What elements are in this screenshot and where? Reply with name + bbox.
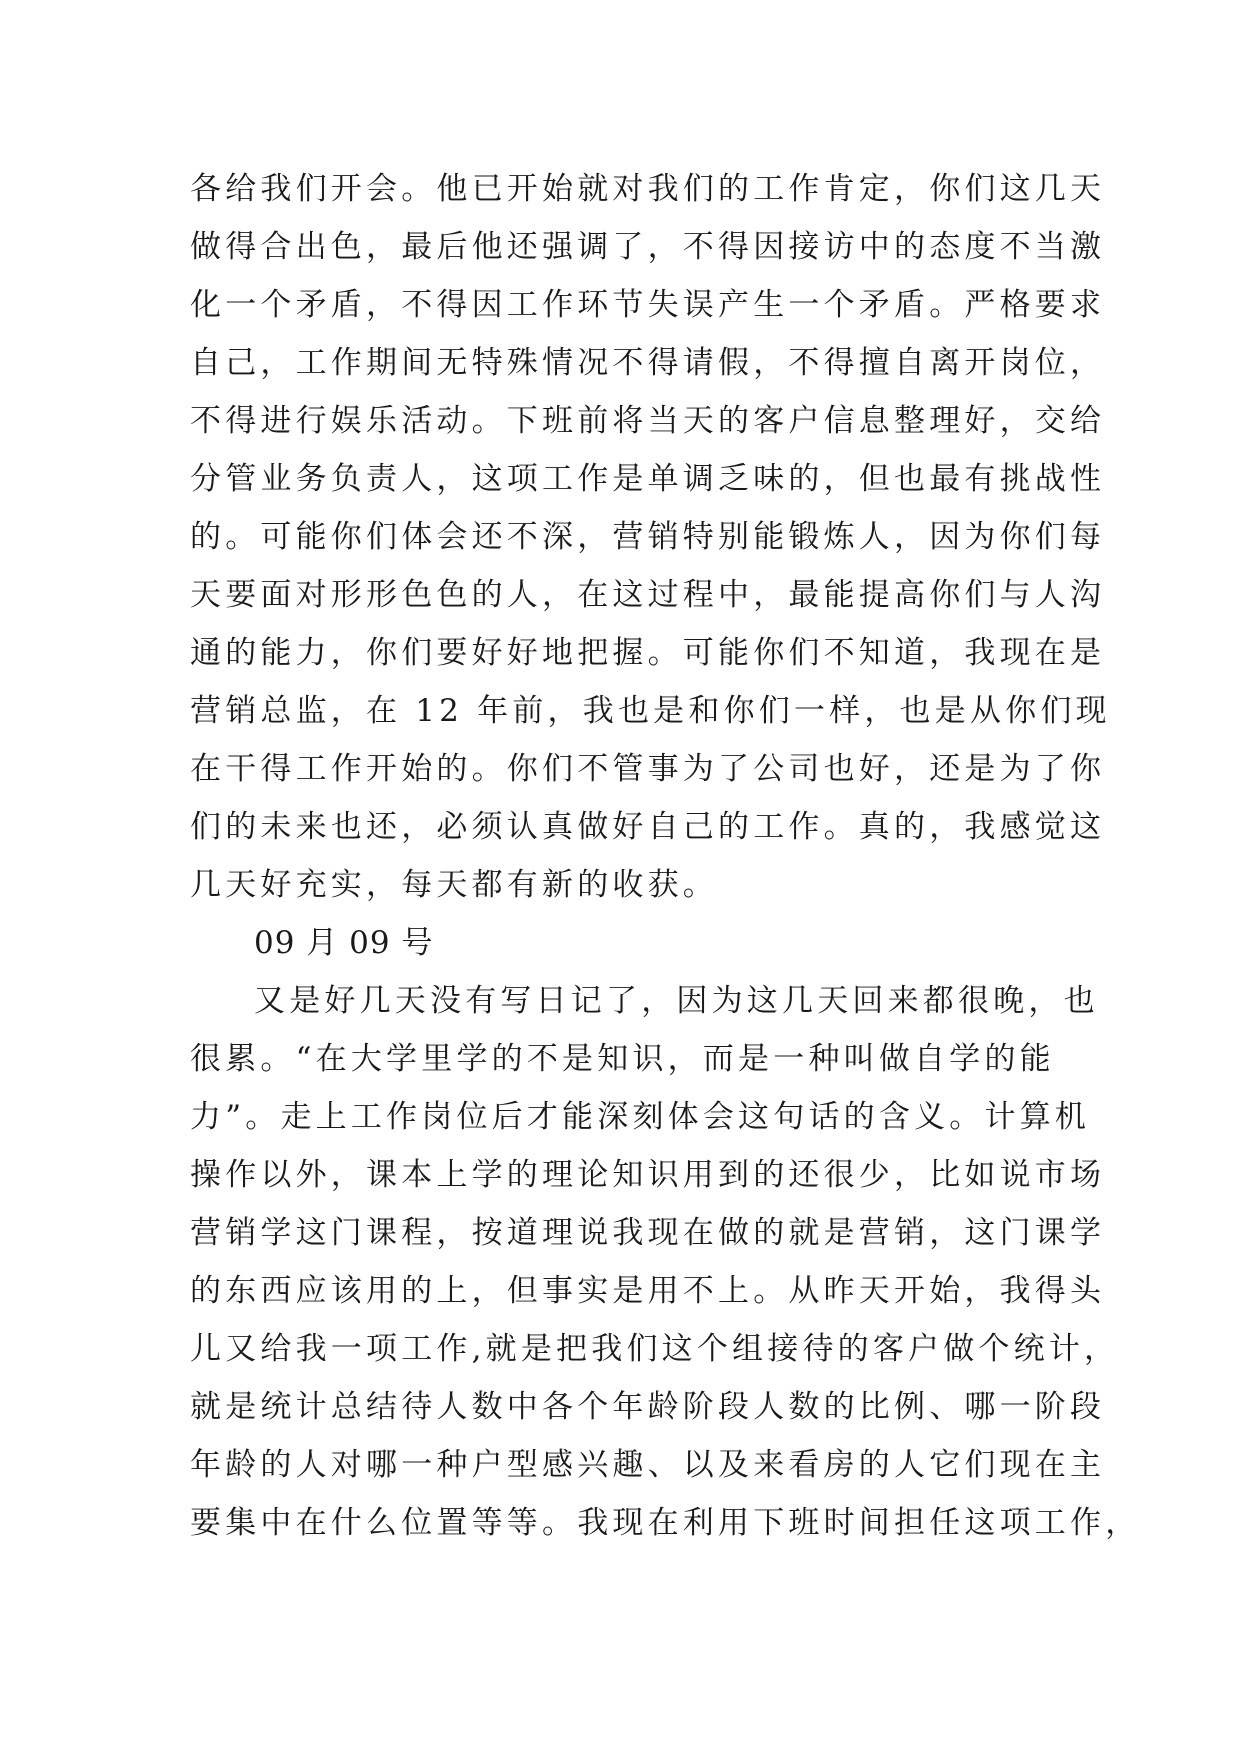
text-line: 营销学这门课程，按道理说我现在做的就是营销，这门课学 [190,1215,1106,1251]
text-line: 几天好充实，每天都有新的收获。 [190,867,718,903]
text-line: 力”。走上工作岗位后才能深刻体会这句话的含义。计算机 [190,1099,1091,1135]
text-line: 在干得工作开始的。你们不管事为了公司也好，还是为了你 [190,751,1106,787]
diary-date-heading: 09 月 09 号 [254,925,434,961]
document-body [190,160,1141,1552]
text-line: 年龄的人对哪一种户型感兴趣、以及来看房的人它们现在主 [190,1447,1106,1483]
text-line: 们的未来也还，必须认真做好自己的工作。真的，我感觉这 [190,809,1106,845]
text-line: 天要面对形形色色的人，在这过程中，最能提高你们与人沟 [190,577,1106,613]
text-line: 的东西应该用的上，但事实是用不上。从昨天开始，我得头 [190,1273,1106,1309]
text-line: 不得进行娱乐活动。下班前将当天的客户信息整理好，交给 [190,403,1106,439]
text-line: 要集中在什么位置等等。我现在利用下班时间担任这项工作， [190,1505,1141,1541]
text-line: 通的能力，你们要好好地把握。可能你们不知道，我现在是 [190,635,1106,671]
text-line: 分管业务负责人，这项工作是单调乏味的，但也最有挑战性 [190,461,1106,497]
text-line: 做得合出色，最后他还强调了，不得因接访中的态度不当激 [190,229,1106,265]
text-line: 的。可能你们体会还不深，营销特别能锻炼人，因为你们每 [190,519,1106,555]
text-line: 就是统计总结待人数中各个年龄阶段人数的比例、哪一阶段 [190,1389,1106,1425]
text-line: 操作以外，课本上学的理论知识用到的还很少，比如说市场 [190,1157,1106,1193]
text-line: 很累。“在大学里学的不是知识，而是一种叫做自学的能 [190,1041,1055,1077]
text-line: 化一个矛盾，不得因工作环节失误产生一个矛盾。严格要求 [190,287,1106,323]
text-line: 各给我们开会。他已开始就对我们的工作肯定，你们这几天 [190,171,1106,207]
text-line: 又是好几天没有写日记了，因为这几天回来都很晚，也 [254,983,1099,1019]
text-line: 儿又给我一项工作,就是把我们这个组接待的客户做个统计， [190,1331,1120,1367]
text-line: 营销总监，在 12 年前，我也是和你们一样，也是从你们现 [190,693,1111,729]
text-line: 自己，工作期间无特殊情况不得请假，不得擅自离开岗位， [190,345,1106,381]
